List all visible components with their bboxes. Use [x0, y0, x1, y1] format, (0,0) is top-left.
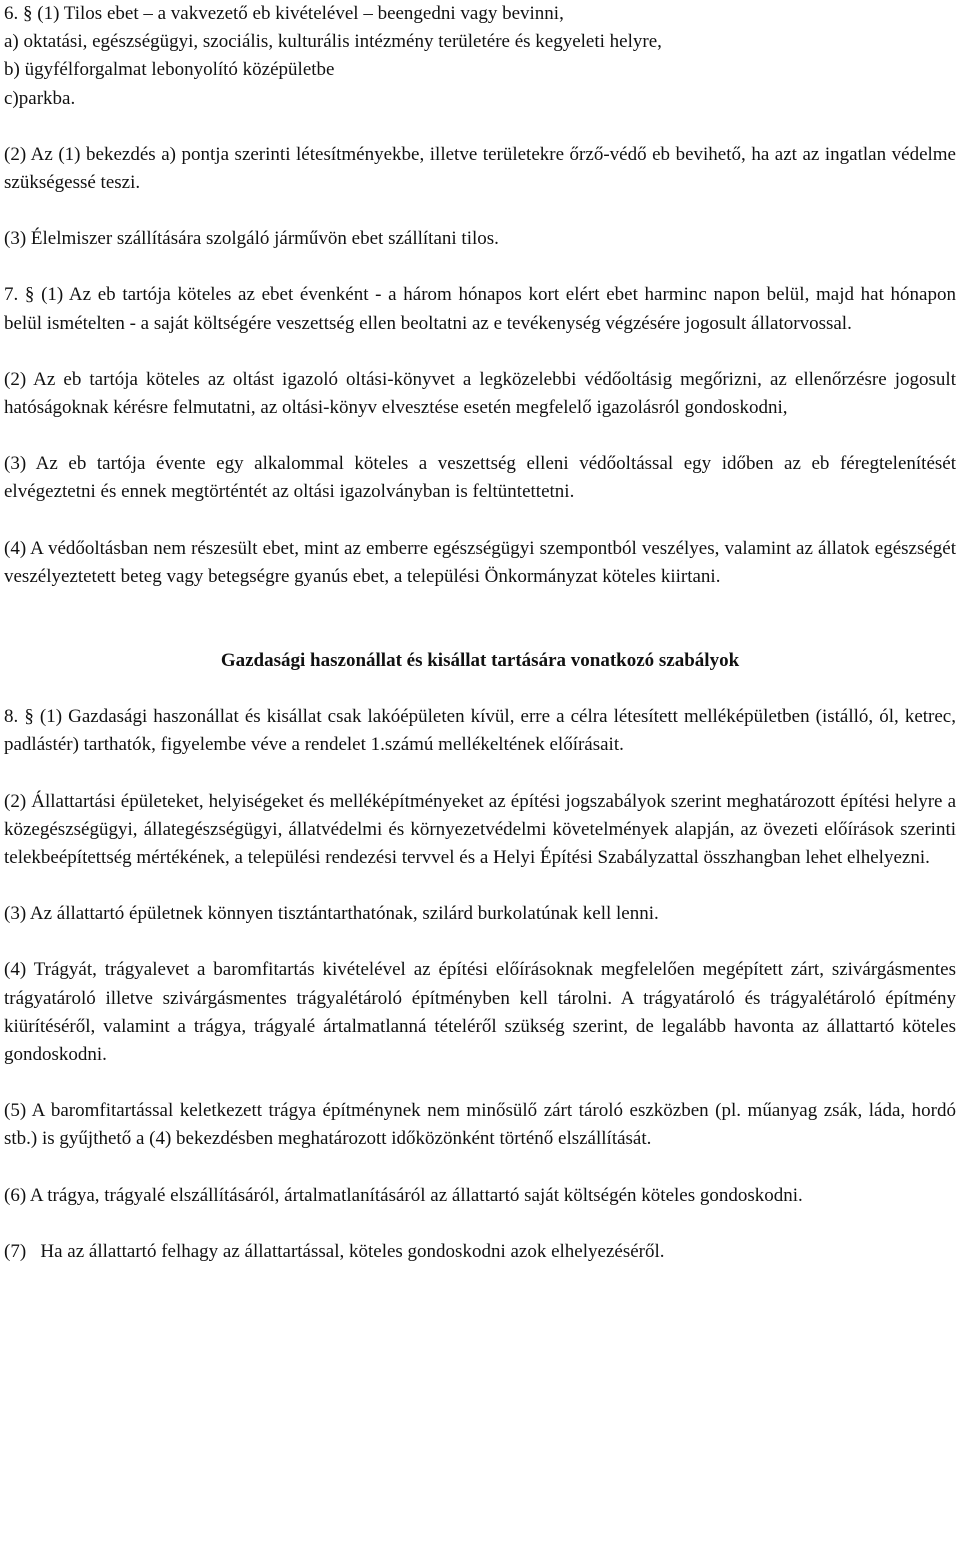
text-line: a) oktatási, egészségügyi, szociális, kulturális intézmény területére és kegyeleti helyre, — [4, 31, 662, 53]
section-8-paragraph-3: (3) Az állattartó épületnek könnyen tisztántarthatónak, szilárd burkolatúnak kell lenni. — [4, 903, 659, 925]
section-7-paragraph-3: (3) Az eb tartója évente egy alkalommal köteles a veszettség elleni védőoltással egy időben az eb féregtelenítését elvégeztetni és ennek megtörténtét az oltási igazolványban is feltüntettetni. — [4, 453, 956, 503]
section-7-paragraph-1: 7. § (1) Az eb tartója köteles az ebet évenként - a három hónapos kort elért ebet harminc napon belül, majd hat hónapon belül ismételten - a saját költségére veszettség ellen beoltatni az e tevékenység végzésére jogosult állatorvossal. — [4, 284, 956, 334]
text-line: 6. § (1) Tilos ebet – a vakvezető eb kivételével – beengedni vagy bevinni, — [4, 3, 564, 24]
text-line: b) ügyfélforgalmat lebonyolító középületbe — [4, 59, 335, 81]
section-8-paragraph-6: (6) A trágya, trágyalé elszállításáról, ártalmatlanításáról az állattartó saját költségén köteles gondoskodni. — [4, 1184, 803, 1206]
section-8-paragraph-2: (2) Állattartási épületeket, helyiségeket és melléképítményeket az építési jogszabályok szerint meghatározott építési helyre a közegészségügyi, állategészségügyi, állatvédelmi és környezetvédelmi követelmények alapján, az övezeti előírások szerinti telekbeépítettség mértékének, a települési rendezési tervvel és a Helyi Építési Szabályzattal összhangban lehet elhelyezni. — [4, 790, 956, 869]
section-8-paragraph-7: (7) Ha az állattartó felhagy az állattartással, köteles gondoskodni azok elhelyezéséről. — [4, 1240, 665, 1262]
section-6-paragraph-2: (2) Az (1) bekezdés a) pontja szerinti létesítményekbe, illetve területekre őrző-védő eb bevihető, ha azt az ingatlan védelme szükségessé teszi. — [4, 143, 956, 194]
section-8-paragraph-4: (4) Trágyát, trágyalevet a baromfitartás kivételével az építési előírásoknak megfelelően megépített zárt, szivárgásmentes trágyatároló illetve szivárgásmentes trágyalétároló építményben kell tárolni. A trágyatároló és trágyalétároló építmény kiürítéséről, valamint a trágya, trágyalé ártalmatlanná tételéről szükség szerint, de legalább havonta az állattartó köteles gondoskodni. — [4, 959, 956, 1066]
section-7-paragraph-4: (4) A védőoltásban nem részesült ebet, mint az emberre egészségügyi szempontból veszélyes, valamint az állatok egészségét veszélyeztetett beteg vagy betegségre gyanús ebet, a települési Önkormányzat köteles kiirtani. — [4, 537, 956, 587]
document-page — [4, 0, 956, 1550]
section-6-paragraph-1 — [4, 0, 956, 113]
section-heading: Gazdasági haszonállat és kisállat tartására vonatkozó szabályok — [220, 650, 740, 672]
section-6-paragraph-3: (3) Élelmiszer szállítására szolgáló járművön ebet szállítani tilos. — [4, 228, 499, 250]
section-7-paragraph-2: (2) Az eb tartója köteles az oltást igazoló oltási-könyvet a legközelebbi védőoltásig megőrizni, az ellenőrzésre jogosult hatóságoknak kérésre felmutatni, az oltási-könyv elvesztése esetén megfelelő igazolásról gondoskodni, — [4, 368, 956, 419]
section-8-paragraph-5: (5) A baromfitartással keletkezett trágya építménynek nem minősülő zárt tároló eszközben (pl. műanyag zsák, láda, hordó stb.) is gyűjthető a (4) bekezdésben meghatározott időközönként történő elszállítását. — [4, 1100, 956, 1150]
text-line: c)parkba. — [4, 87, 76, 109]
section-8-paragraph-1: 8. § (1) Gazdasági haszonállat és kisállat csak lakóépületen kívül, erre a célra létesített melléképületben (istálló, ól, ketrec, padlástér) tarthatók, figyelembe véve a rendelet 1.számú mellékeltének előírásait. — [4, 706, 956, 756]
